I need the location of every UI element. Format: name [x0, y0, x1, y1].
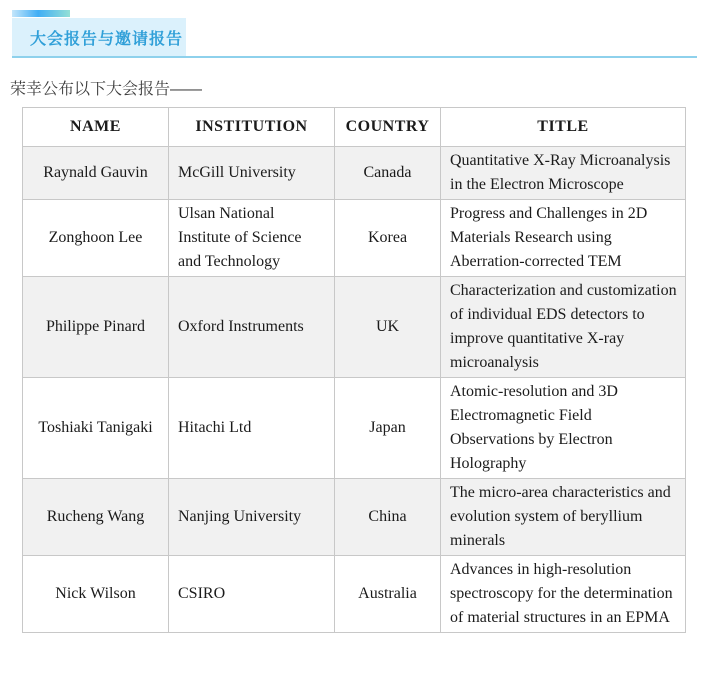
cell-institution: CSIRO	[169, 556, 335, 633]
table-row	[23, 556, 686, 633]
section-title: 大会报告与邀请报告	[30, 30, 184, 48]
col-header-title: TITLE	[441, 108, 686, 147]
cell-name: Raynald Gauvin	[23, 147, 169, 200]
section-header-underline	[12, 56, 697, 58]
cell-institution: Nanjing University	[169, 479, 335, 556]
cell-country: UK	[335, 277, 441, 378]
cell-country: Canada	[335, 147, 441, 200]
cell-institution: Ulsan National Institute of Science and Technology	[169, 200, 335, 277]
cell-name: Toshiaki Tanigaki	[23, 378, 169, 479]
table-row	[23, 277, 686, 378]
reports-table	[22, 107, 686, 633]
cell-country: Japan	[335, 378, 441, 479]
cell-title: Progress and Challenges in 2D Materials Research using Aberration-corrected TEM	[441, 200, 686, 277]
cell-country: Korea	[335, 200, 441, 277]
cell-institution: McGill University	[169, 147, 335, 200]
accent-gradient-bar	[12, 10, 70, 17]
cell-institution: Oxford Instruments	[169, 277, 335, 378]
intro-text: 荣幸公布以下大会报告——	[10, 81, 203, 98]
table-row	[23, 147, 686, 200]
section-title-box	[12, 18, 186, 56]
cell-title: Characterization and customization of individual EDS detectors to improve quantitative X-ray microanalysis	[441, 277, 686, 378]
cell-name: Zonghoon Lee	[23, 200, 169, 277]
cell-country: Australia	[335, 556, 441, 633]
cell-name: Rucheng Wang	[23, 479, 169, 556]
col-header-country: COUNTRY	[335, 108, 441, 147]
table-row	[23, 200, 686, 277]
cell-title: Atomic-resolution and 3D Electromagnetic Field Observations by Electron Holography	[441, 378, 686, 479]
cell-title: The micro-area characteristics and evolution system of beryllium minerals	[441, 479, 686, 556]
table-row	[23, 378, 686, 479]
col-header-name: NAME	[23, 108, 169, 147]
cell-institution: Hitachi Ltd	[169, 378, 335, 479]
table-header-row	[23, 108, 686, 147]
col-header-institution: INSTITUTION	[169, 108, 335, 147]
cell-name: Philippe Pinard	[23, 277, 169, 378]
cell-country: China	[335, 479, 441, 556]
table-row	[23, 479, 686, 556]
cell-title: Quantitative X-Ray Microanalysis in the Electron Microscope	[441, 147, 686, 200]
cell-name: Nick Wilson	[23, 556, 169, 633]
cell-title: Advances in high-resolution spectroscopy for the determination of material structures in an EPMA	[441, 556, 686, 633]
